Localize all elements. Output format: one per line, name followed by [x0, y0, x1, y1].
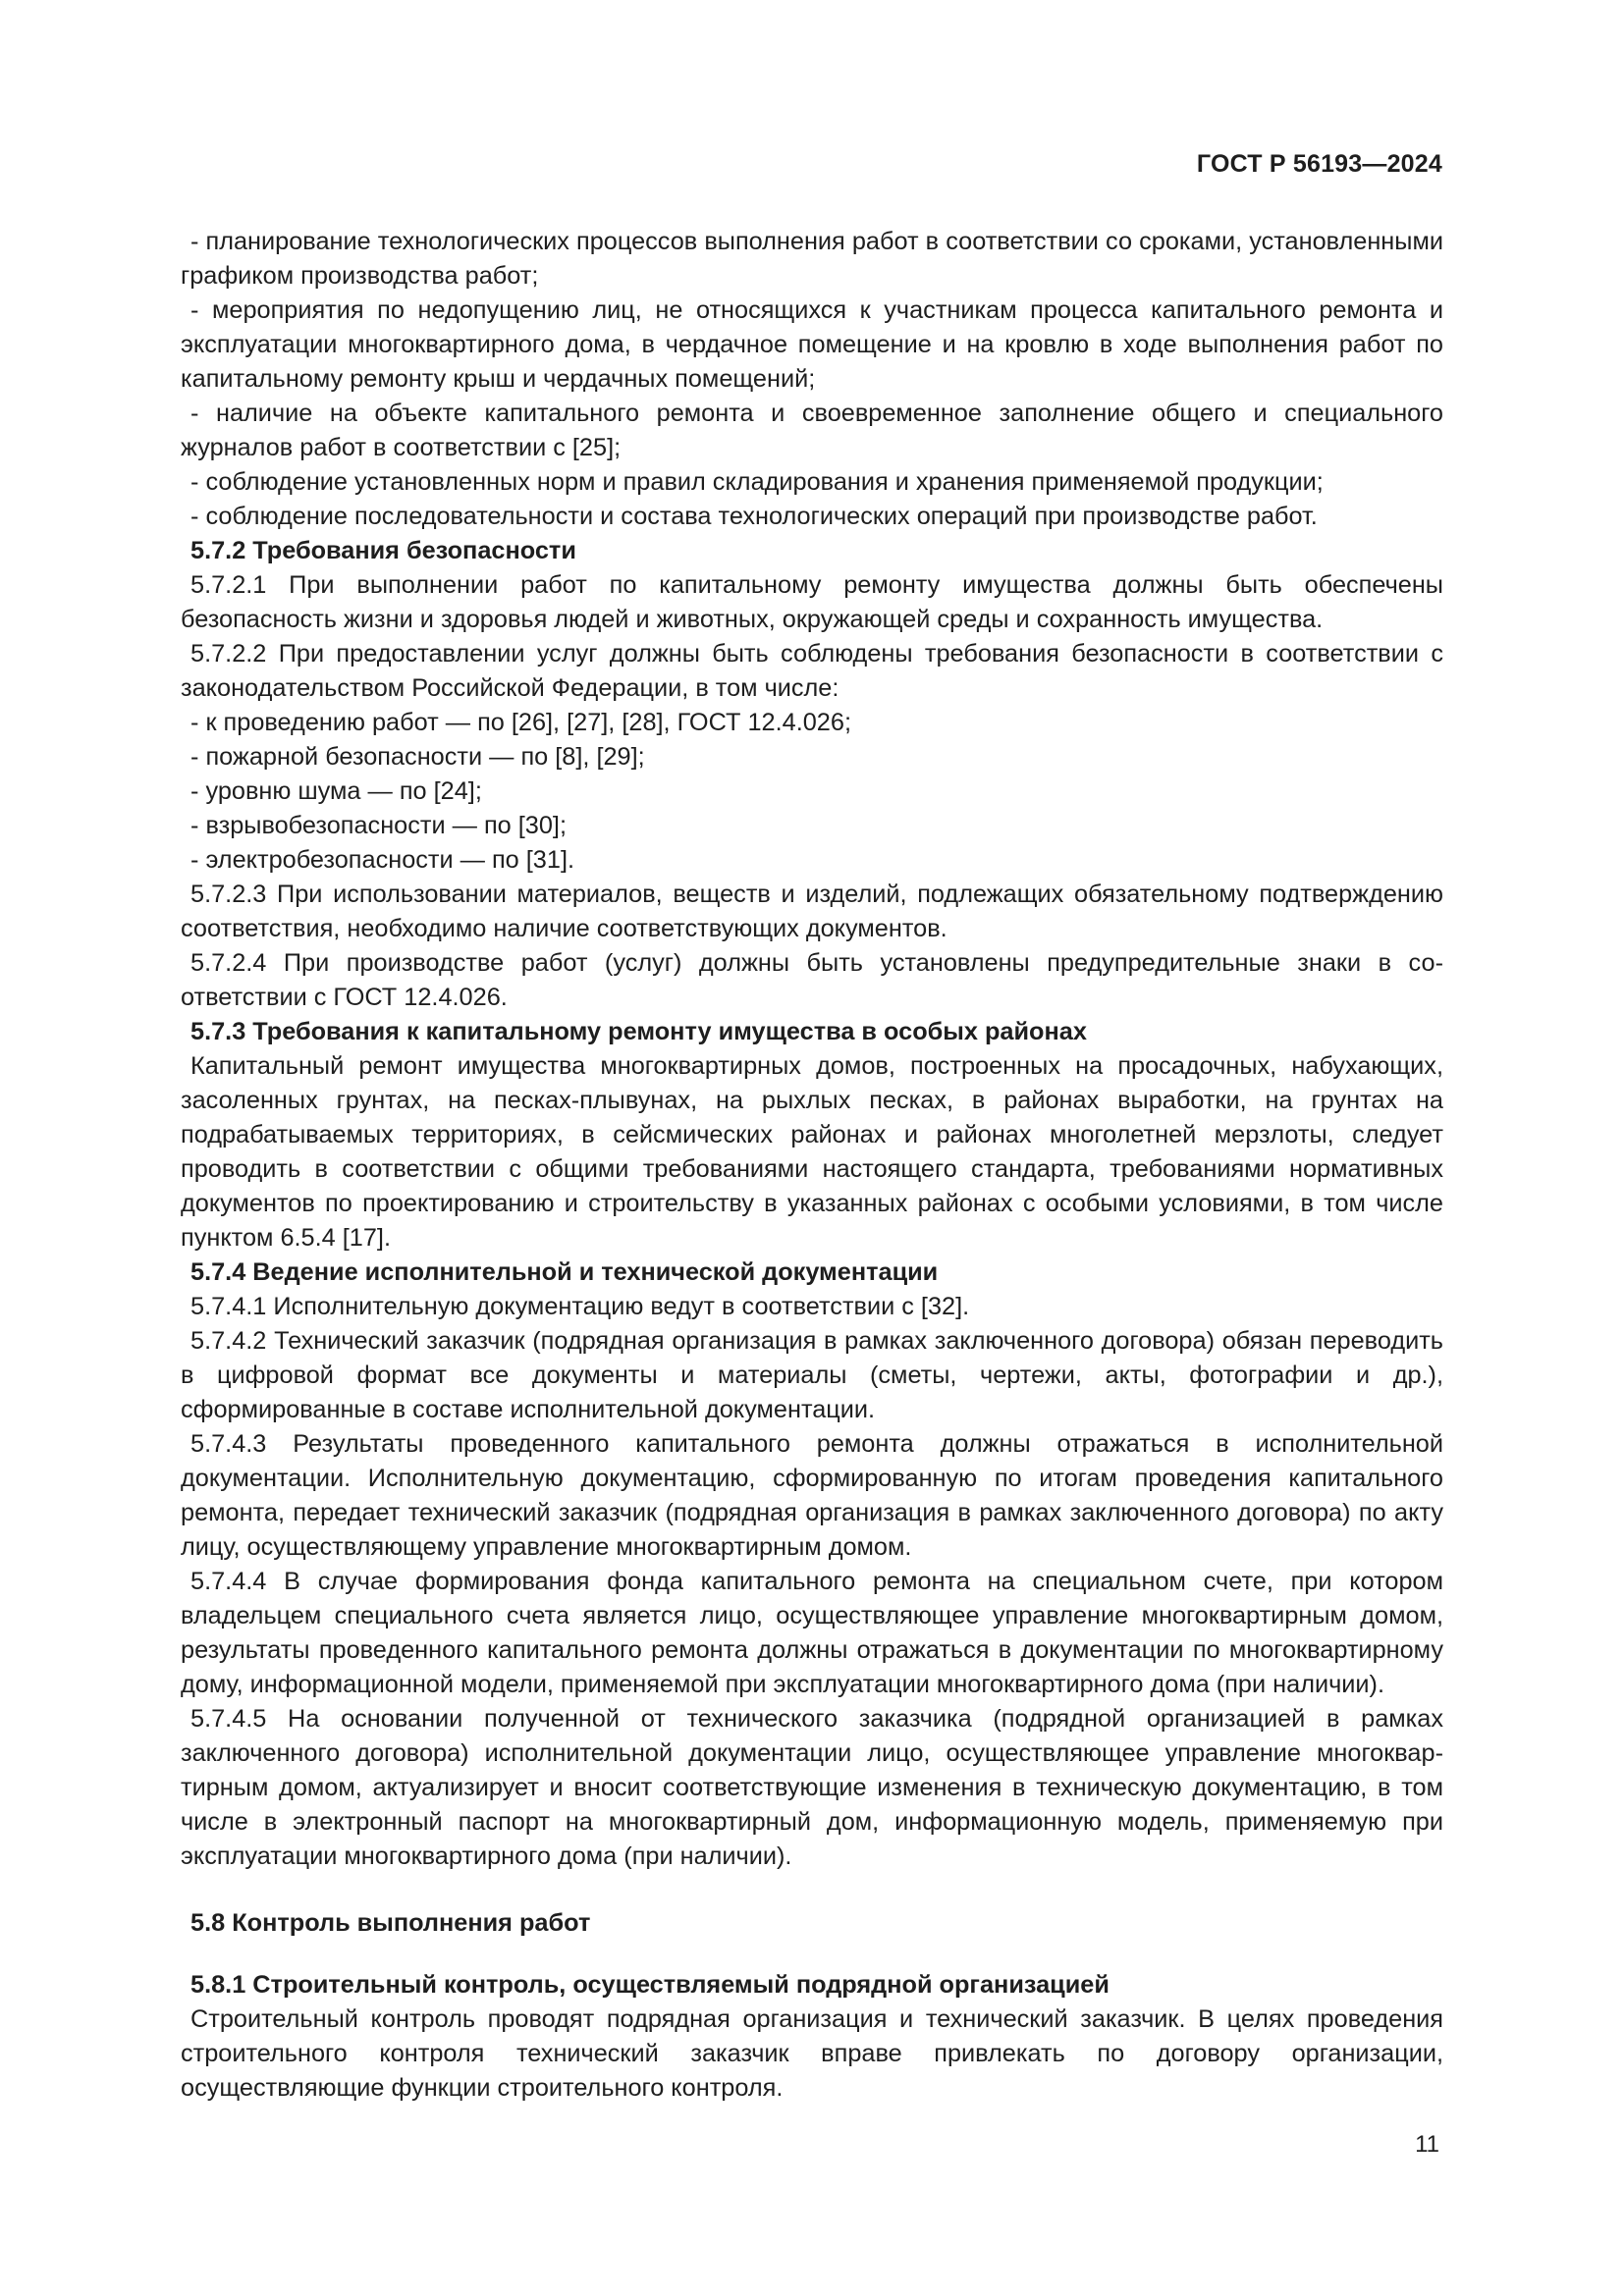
body-paragraph: 5.7.4.4 В случае формирования фонда капитального ремонта на специальном счете, при котором владельцем специального счета является лицо, осуществляющее управление многоквартирным домом, результаты проведенного капитального ремонта должны отражаться в документации по многоквартирному дому, информационной модели, применяемой при эксплуатации многоквартирного дома (при наличии).	[181, 1568, 1443, 1698]
body-paragraph: 5.7.4.5 На основании полученной от технического заказчика (подрядной организацией в рамках заключенного договора) исполнительной документации лицо, осуществляющее управление многоквартирным домом, актуализирует и вносит соответствующие изменения в техническую документацию, в том числе в электронный паспорт на многоквартирный дом, информационную модель, применяемую при эксплуатации многоквартирного дома (при наличии).	[181, 1705, 1443, 1870]
body-paragraph: 5.7.4.3 Результаты проведенного капитального ремонта должны отражаться в исполнительной документации. Исполнительную документацию, сформированную по итогам проведения капитального ремонта, передает технический заказчик (подрядная организация в рамках заключенного договора) по акту лицу, осуществляющему управление многоквартирным домом.	[181, 1430, 1443, 1561]
list-item: - соблюдение установленных норм и правил складирования и хранения применяемой продукции;	[190, 468, 1324, 496]
page-number: 11	[1415, 2131, 1439, 2158]
list-item: - к проведению работ — по [26], [27], [28], ГОСТ 12.4.026;	[190, 709, 851, 736]
list-item: - мероприятия по недопущению лиц, не относящихся к участникам процесса капитального ремонта и эксплуатации многоквартирного дома, в чердачное помещение и на кровлю в ходе выполнения работ по капитальному ремонту крыш и чердачных помещений;	[181, 296, 1443, 393]
list-item: - наличие на объекте капитального ремонта и своевременное заполнение общего и специального журналов работ в соответствии с [25];	[181, 400, 1443, 461]
body-paragraph: 5.7.2.3 При использовании материалов, веществ и изделий, подлежащих обязательному подтверждению соответствия, необходимо наличие соответствующих документов.	[181, 881, 1443, 942]
body-paragraph: 5.7.4.1 Исполнительную документацию ведут в соответствии с [32].	[190, 1293, 970, 1320]
body-paragraph: 5.7.2.1 При выполнении работ по капитальному ремонту имущества должны быть обеспечены безопасность жизни и здоровья людей и животных, окружающей среды и сохранность имущества.	[181, 571, 1443, 633]
list-item: - уровню шума — по [24];	[190, 777, 482, 805]
section-heading: 5.7.4 Ведение исполнительной и технической документации	[190, 1258, 939, 1286]
list-item: - соблюдение последовательности и состава технологических операций при производстве работ.	[190, 503, 1318, 530]
section-heading: 5.7.3 Требования к капитальному ремонту имущества в особых районах	[190, 1018, 1087, 1045]
body-paragraph: 5.7.2.2 При предоставлении услуг должны быть соблюдены требования безопасности в соответствии с законодательством Российской Федерации, в том числе:	[181, 640, 1443, 702]
section-heading: 5.7.2 Требования безопасности	[190, 537, 576, 564]
list-item: - планирование технологических процессов выполнения работ в соответствии со сроками, установленными графиком производства работ;	[181, 228, 1443, 290]
document-designation: ГОСТ Р 56193—2024	[1196, 150, 1442, 178]
list-item: - электробезопасности — по [31].	[190, 846, 575, 874]
body-paragraph: 5.7.2.4 При производстве работ (услуг) должны быть установлены предупредительные знаки в соответствии с ГОСТ 12.4.026.	[181, 949, 1443, 1011]
section-spacer	[181, 1874, 1443, 1906]
list-item: - пожарной безопасности — по [8], [29];	[190, 743, 645, 771]
section-heading: 5.8 Контроль выполнения работ	[190, 1909, 591, 1937]
section-heading: 5.8.1 Строительный контроль, осуществляемый подрядной организацией	[190, 1971, 1110, 1999]
section-spacer	[181, 1941, 1443, 1968]
list-item: - взрывобезопасности — по [30];	[190, 812, 567, 839]
body-paragraph: Капитальный ремонт имущества многоквартирных домов, построенных на просадочных, набухающих, засоленных грунтах, на песках-плывунах, на рыхлых песках, в районах выработки, на грунтах на подрабатываемых территориях, в сейсмических районах и районах многолетней мерзлоты, следует проводить в соответствии с общими требованиями настоящего стандарта, требованиями нормативных документов по проектированию и строительству в указанных районах с особыми условиями, в том числе пунктом 6.5.4 [17].	[181, 1052, 1443, 1252]
body-paragraph: 5.7.4.2 Технический заказчик (подрядная организация в рамках заключенного договора) обязан переводить в цифровой формат все документы и материалы (сметы, чертежи, акты, фотографии и др.), сформированные в составе исполнительной документации.	[181, 1327, 1443, 1423]
document-body	[181, 225, 1443, 2106]
body-paragraph: Строительный контроль проводят подрядная организация и технический заказчик. В целях проведения строительного контроля технический заказчик вправе привлекать по договору организации, осуществляющие функции строительного контроля.	[181, 2005, 1443, 2102]
